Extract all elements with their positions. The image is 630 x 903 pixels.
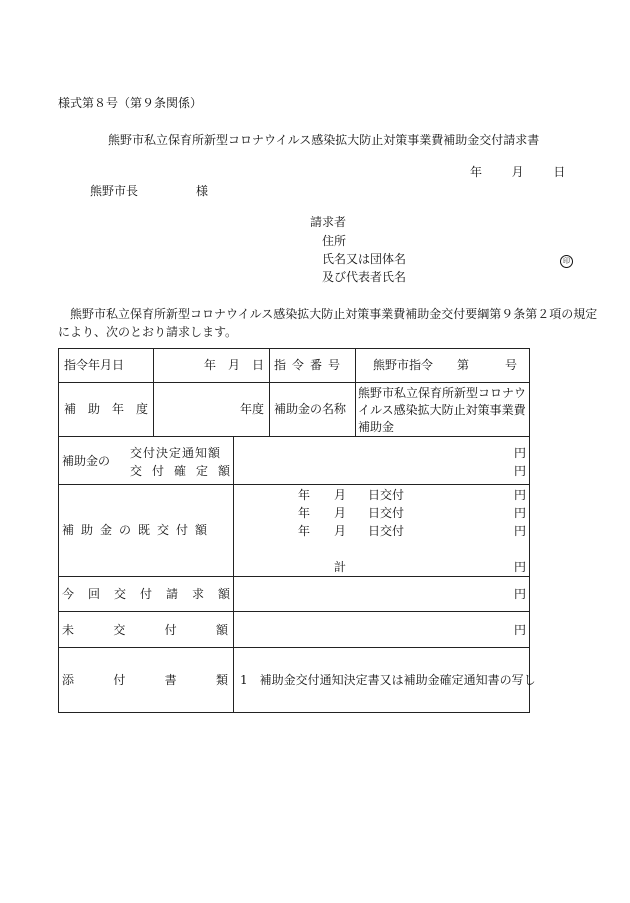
yen-unit: 円 [514,506,527,520]
table-border [58,712,530,713]
current-request-label: 今回交付請求額 [62,587,245,601]
yen-unit: 円 [514,488,527,502]
unpaid-char-3: 付 [164,623,177,637]
already-paid-label: 補助金の既交付額 [62,523,215,537]
confirmed-amount-label: 交付確定額 [130,464,241,478]
unpaid-char-4: 額 [215,623,228,637]
unpaid-char-1: 未 [62,623,75,637]
date-day: 日 [553,165,566,179]
yen-unit: 円 [514,446,527,460]
yen-unit: 円 [514,623,527,637]
paid-year: 年 [298,506,311,520]
table-divider [58,436,530,437]
grant-name-label: 補助金の名称 [274,402,347,416]
grant-name-line-2: イルス感染拡大防止対策事業費 [358,403,526,417]
table-divider [355,348,356,436]
addressee-name: 熊野市長 [90,184,139,198]
decision-notice-label: 交付決定通知額 [130,446,222,460]
order-number-label: 指令番号 [274,358,347,372]
yen-unit: 円 [514,587,527,601]
fiscal-year-label: 補助年度 [64,402,161,416]
paid-day: 日交付 [368,524,405,538]
table-divider [58,611,530,612]
paid-month: 月 [334,524,347,538]
attach-char-3: 書 [164,673,177,687]
order-number-value: 熊野市指令 第 号 [373,358,518,372]
table-divider [153,348,154,436]
attachments-label [62,673,228,687]
address-label: 住所 [322,234,347,248]
order-date-value: 年 月 日 [203,358,264,372]
yen-unit: 円 [514,524,527,538]
attach-char-4: 類 [215,673,228,687]
table-border [58,348,530,349]
form-number: 様式第８号（第９条関係） [58,96,203,110]
paid-year: 年 [298,524,311,538]
table-divider [58,382,530,383]
paid-day: 日交付 [368,506,405,520]
applicant-heading: 請求者 [310,215,347,229]
name-label: 氏名又は団体名 [322,252,407,266]
order-date-label: 指令年月日 [64,358,125,372]
intro-line-1: 熊野市私立保育所新型コロナウイルス感染拡大防止対策事業費補助金交付要綱第９条第２項の規定 [70,307,598,321]
table-divider [58,647,530,648]
yen-unit: 円 [514,560,527,574]
table-border [529,348,530,713]
date-line [470,165,565,179]
intro-line-2: により、次のとおり請求します。 [58,325,238,339]
paid-day: 日交付 [368,488,405,502]
date-month: 月 [511,165,524,179]
paid-year: 年 [298,488,311,502]
page-title: 熊野市私立保育所新型コロナウイルス感染拡大防止対策事業費補助金交付請求書 [108,133,540,147]
representative-label: 及び代表者氏名 [322,270,407,284]
paid-month: 月 [334,488,347,502]
unpaid-amount-label [62,623,228,637]
paid-month: 月 [334,506,347,520]
seal-icon: 印 [560,255,573,268]
grant-name-line-1: 熊野市私立保育所新型コロナウ [358,386,527,400]
addressee-honorific: 様 [196,184,209,198]
attach-char-1: 添 [62,673,75,687]
grant-name-line-3: 補助金 [358,420,395,434]
yen-unit: 円 [514,464,527,478]
table-border [58,348,59,713]
date-year: 年 [470,165,483,179]
seal-mark [560,252,573,268]
grant-prefix-label: 補助金の [62,454,111,468]
request-table [58,348,536,713]
table-divider [58,576,530,577]
total-label: 計 [334,560,347,574]
attachment-item-1: 1 補助金交付通知決定書又は補助金確定通知書の写し [240,673,536,687]
unpaid-char-2: 交 [113,623,126,637]
table-divider [58,484,530,485]
attach-char-2: 付 [113,673,126,687]
fiscal-year-value: 年度 [239,402,264,416]
table-divider [269,348,270,436]
